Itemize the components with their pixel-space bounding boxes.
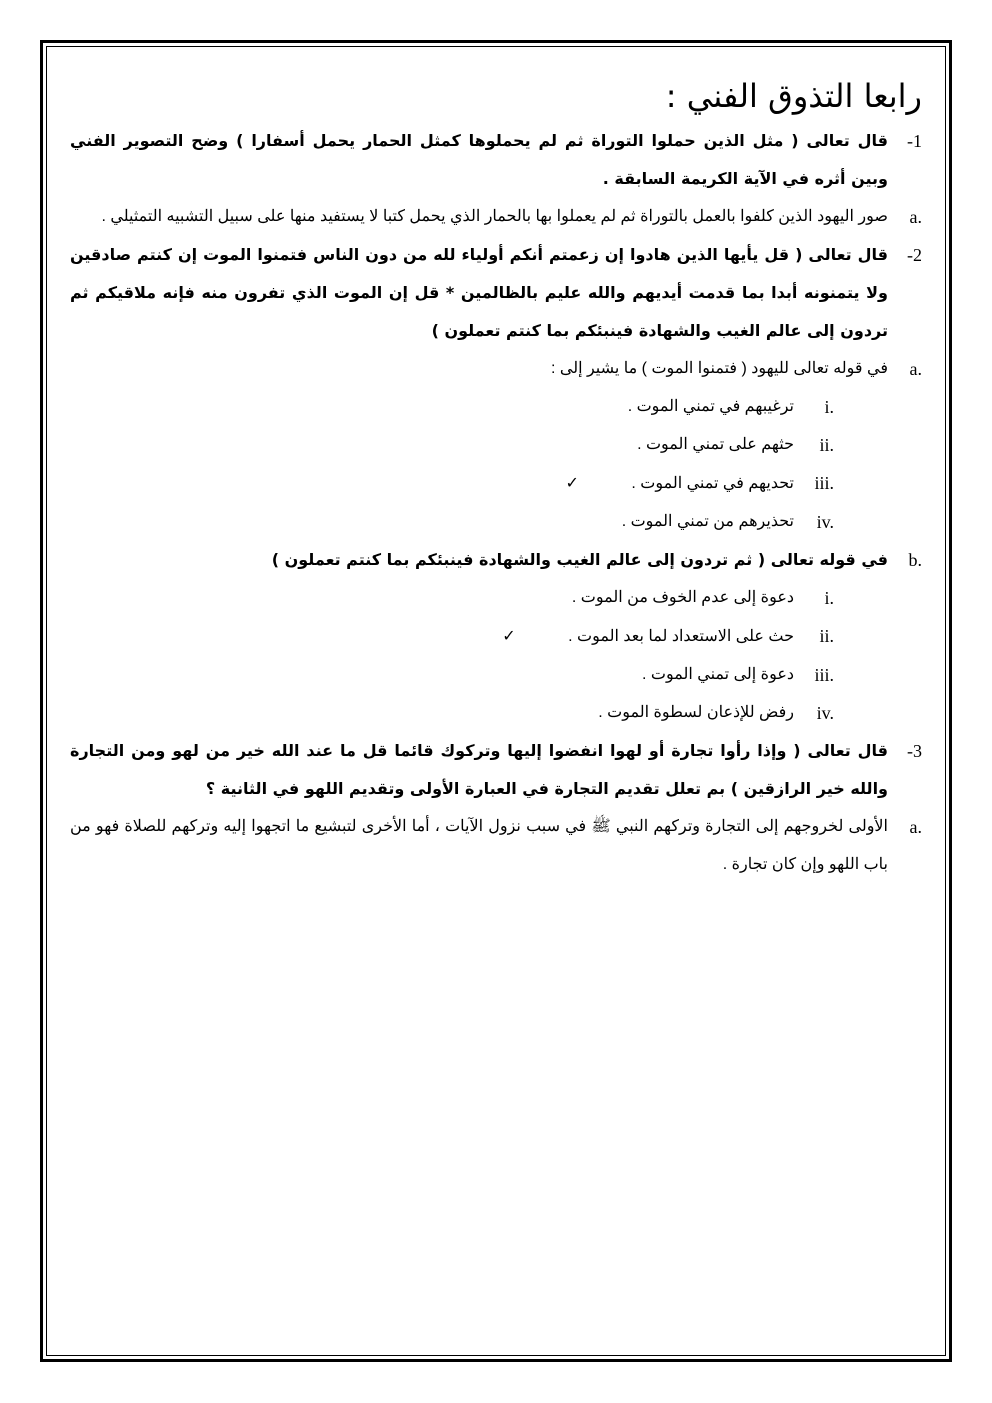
option-roman: iii. (814, 473, 834, 493)
option-2a-iv (70, 503, 922, 541)
option-2a-ii (70, 426, 922, 464)
question-2 (70, 236, 922, 350)
option-roman: i. (824, 588, 834, 608)
option-text: حثهم على تمني الموت . (637, 436, 794, 453)
answer-text: الأولى لخروجهم إلى التجارة وتركهم النبي ﷺ في سبب نزول الآيات ، أما الأخرى لتبشيع ما اتجهوا إليه وتركهم للصلاة فهو من باب اللهو وإن كان تجارة . (70, 818, 888, 873)
question-number: -3 (907, 741, 922, 761)
option-text: تحذيرهم من تمني الموت . (621, 513, 794, 530)
question-text: قال تعالى ( وإذا رأوا تجارة أو لهوا انفضوا إليها وتركوك قائما قل ما عند الله خير من لهو ومن التجارة والله خير الرازقين ) بم تعلل تقديم التجارة في العبارة الأولى وتقديم اللهو في الثانية ؟ (70, 741, 888, 798)
option-text: ترغيبهم في تمني الموت . (627, 398, 794, 415)
answer-1a (70, 198, 922, 236)
document-body (70, 70, 922, 884)
option-roman: ii. (819, 435, 834, 455)
option-roman: i. (824, 397, 834, 417)
question-text: قال تعالى ( مثل الذين حملوا التوراة ثم لم يحملوها كمثل الحمار يحمل أسفارا ) وضح التصوير الفني وبين أثره في الآية الكريمة السابقة . (70, 131, 888, 188)
option-2a-iii (70, 464, 922, 503)
question-text: قال تعالى ( قل يأيها الذين هادوا إن زعمتم أنكم أولياء لله من دون الناس فتمنوا الموت إن كنتم صادقين ولا يتمنونه أبدا بما قدمت أيديهم والله عليم بالظالمين * قل إن الموت الذي تفرون منه فإنه ملاقيكم ثم تردون إلى عالم الغيب والشهادة فينبئكم بما كنتم تعملون ) (70, 245, 888, 340)
option-roman: ii. (819, 626, 834, 646)
answer-text: صور اليهود الذين كلفوا بالعمل بالتوراة ثم لم يعملوا بها بالحمار الذي يحمل كتبا لا يستفيد منها على سبيل التشبيه التمثيلي . (101, 208, 888, 225)
option-text: رفض للإذعان لسطوة الموت . (598, 704, 794, 721)
sub-text: في قوله تعالى ( ثم تردون إلى عالم الغيب والشهادة فينبئكم بما كنتم تعملون ) (271, 550, 888, 569)
check-mark-icon: ✓ (502, 626, 516, 645)
option-roman: iv. (816, 703, 834, 723)
option-2b-iii (70, 656, 922, 694)
option-text: تحديهم في تمني الموت . (631, 475, 794, 492)
answer-letter: a. (909, 207, 922, 227)
sub-letter: b. (908, 550, 922, 570)
section-title: رابعا التذوق الفني : (665, 77, 922, 115)
question-3 (70, 732, 922, 808)
option-2a-i (70, 388, 922, 426)
sub-question-2a (70, 350, 922, 388)
answer-3a (70, 808, 922, 884)
question-number: -1 (907, 131, 922, 151)
option-text: حث على الاستعداد لما بعد الموت . (568, 628, 794, 645)
sub-question-2b (70, 541, 922, 579)
option-roman: iii. (814, 665, 834, 685)
sub-text: في قوله تعالى لليهود ( فتمنوا الموت ) ما يشير إلى : (550, 360, 888, 377)
answer-letter: a. (909, 817, 922, 837)
option-roman: iv. (816, 512, 834, 532)
sub-letter: a. (909, 359, 922, 379)
option-text: دعوة إلى عدم الخوف من الموت . (571, 589, 794, 606)
check-mark-icon: ✓ (565, 473, 579, 492)
option-2b-iv (70, 694, 922, 732)
option-2b-ii (70, 617, 922, 656)
question-1 (70, 122, 922, 198)
option-2b-i (70, 579, 922, 617)
option-text: دعوة إلى تمني الموت . (642, 666, 794, 683)
question-number: -2 (907, 245, 922, 265)
